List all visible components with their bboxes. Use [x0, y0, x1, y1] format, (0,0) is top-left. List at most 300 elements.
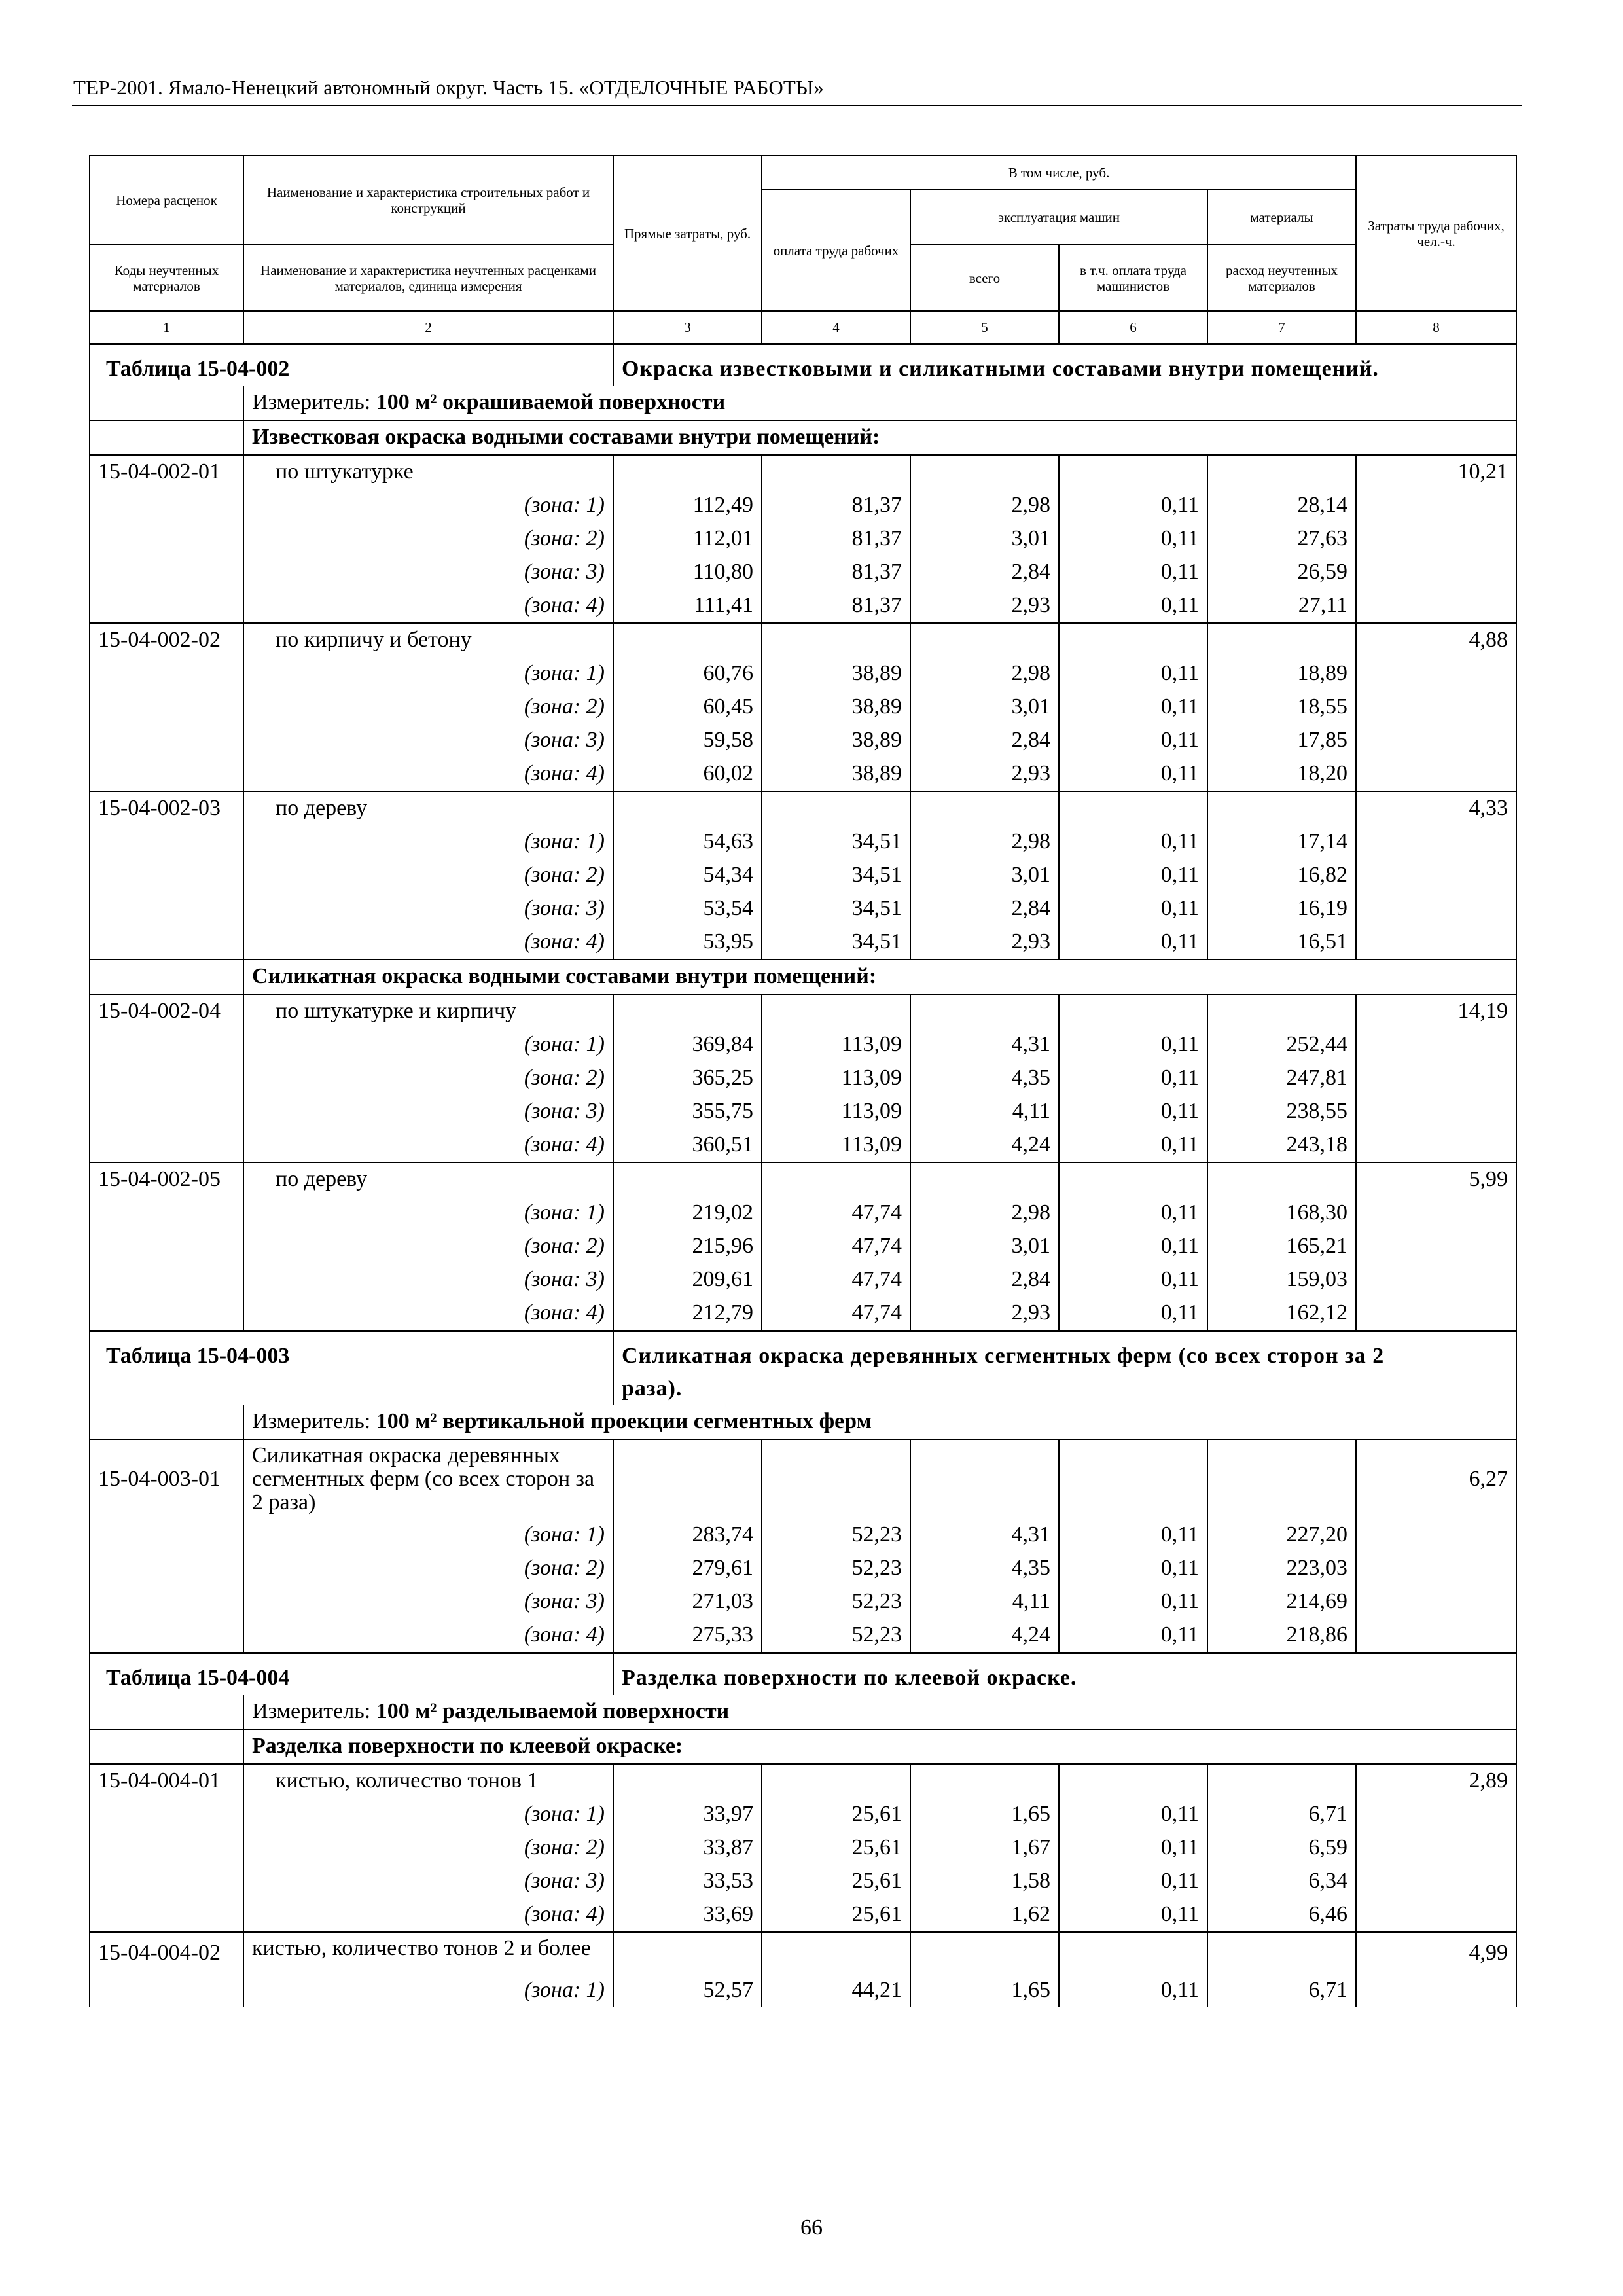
direct-cost: 215,96 — [613, 1230, 762, 1263]
code-spacer — [90, 1263, 243, 1297]
empty-cell — [1059, 791, 1207, 825]
empty-cell — [613, 1764, 762, 1798]
direct-cost: 112,01 — [613, 522, 762, 556]
machines-total: 2,84 — [910, 556, 1059, 589]
code-spacer — [90, 1095, 243, 1128]
section-title: Известковая окраска водными составами внутри помещений: — [243, 420, 1516, 455]
zone-label: (зона: 3) — [243, 1095, 613, 1128]
direct-cost: 369,84 — [613, 1028, 762, 1062]
machines-total: 1,62 — [910, 1898, 1059, 1932]
wages: 44,21 — [762, 1974, 910, 2007]
zone-row — [90, 1230, 1516, 1263]
zone-label: (зона: 4) — [243, 925, 613, 960]
zone-row — [90, 1196, 1516, 1230]
zone-row — [90, 1028, 1516, 1062]
materials-cost: 159,03 — [1207, 1263, 1356, 1297]
rate-code: 15-04-002-03 — [90, 791, 243, 825]
rate-code: 15-04-004-01 — [90, 1764, 243, 1798]
empty-cell — [762, 1764, 910, 1798]
machinist-wages: 0,11 — [1059, 1095, 1207, 1128]
machines-total: 1,67 — [910, 1831, 1059, 1865]
item-row — [90, 1439, 1516, 1518]
code-spacer — [90, 1585, 243, 1619]
labor-spacer — [1356, 1062, 1516, 1095]
code-spacer — [90, 825, 243, 859]
machinist-wages: 0,11 — [1059, 1898, 1207, 1932]
direct-cost: 33,87 — [613, 1831, 762, 1865]
col-code2-head: Коды неучтенных материалов — [90, 245, 243, 311]
empty-cell — [1059, 1162, 1207, 1196]
rate-name: по дереву — [243, 1162, 613, 1196]
materials-cost: 18,20 — [1207, 757, 1356, 791]
code-spacer — [90, 1297, 243, 1331]
labor-spacer — [1356, 1095, 1516, 1128]
wages: 113,09 — [762, 1062, 910, 1095]
materials-cost: 247,81 — [1207, 1062, 1356, 1095]
machinist-wages: 0,11 — [1059, 1619, 1207, 1653]
table-title-row — [90, 1653, 1516, 1695]
machines-total: 4,11 — [910, 1095, 1059, 1128]
machinist-wages: 0,11 — [1059, 1297, 1207, 1331]
machinist-wages: 0,11 — [1059, 691, 1207, 724]
col-mach-wages-head: в т.ч. оплата труда машинистов — [1059, 245, 1207, 311]
machines-total: 3,01 — [910, 859, 1059, 892]
machinist-wages: 0,11 — [1059, 825, 1207, 859]
direct-cost: 355,75 — [613, 1095, 762, 1128]
labor-spacer — [1356, 1518, 1516, 1552]
zone-row — [90, 1062, 1516, 1095]
table-number: Таблица 15-04-002 — [90, 344, 613, 386]
direct-cost: 54,34 — [613, 859, 762, 892]
machinist-wages: 0,11 — [1059, 589, 1207, 623]
item-row — [90, 455, 1516, 489]
rate-name: по дереву — [243, 791, 613, 825]
measure-row — [90, 1695, 1516, 1729]
machinist-wages: 0,11 — [1059, 1230, 1207, 1263]
empty-cell — [1059, 1764, 1207, 1798]
wages: 34,51 — [762, 825, 910, 859]
labor-cost: 2,89 — [1356, 1764, 1516, 1798]
machinist-wages: 0,11 — [1059, 522, 1207, 556]
materials-cost: 238,55 — [1207, 1095, 1356, 1128]
section-title: Разделка поверхности по клеевой окраске: — [243, 1729, 1516, 1764]
machines-total: 2,93 — [910, 589, 1059, 623]
zone-row — [90, 892, 1516, 925]
labor-spacer — [1356, 825, 1516, 859]
section-row — [90, 960, 1516, 994]
materials-cost: 223,03 — [1207, 1552, 1356, 1585]
empty-cell — [613, 791, 762, 825]
machinist-wages: 0,11 — [1059, 724, 1207, 757]
wages: 47,74 — [762, 1263, 910, 1297]
zone-label: (зона: 1) — [243, 1798, 613, 1831]
machines-total: 1,65 — [910, 1798, 1059, 1831]
machinist-wages: 0,11 — [1059, 925, 1207, 960]
zone-row — [90, 556, 1516, 589]
direct-cost: 283,74 — [613, 1518, 762, 1552]
machines-total: 3,01 — [910, 1230, 1059, 1263]
wages: 38,89 — [762, 757, 910, 791]
empty-cell — [1059, 455, 1207, 489]
table-description: Разделка поверхности по клеевой окраске. — [613, 1653, 1516, 1695]
wages: 113,09 — [762, 1128, 910, 1162]
zone-row — [90, 1518, 1516, 1552]
zone-row — [90, 522, 1516, 556]
code-spacer — [90, 522, 243, 556]
col-num-7: 7 — [1207, 311, 1356, 344]
item-row — [90, 1162, 1516, 1196]
labor-spacer — [1356, 522, 1516, 556]
labor-cost: 6,27 — [1356, 1439, 1516, 1518]
labor-cost: 10,21 — [1356, 455, 1516, 489]
col-direct-head: Прямые затраты, руб. — [613, 156, 762, 311]
empty-cell — [1207, 455, 1356, 489]
labor-spacer — [1356, 859, 1516, 892]
materials-cost: 18,55 — [1207, 691, 1356, 724]
zone-row — [90, 724, 1516, 757]
zone-row — [90, 1865, 1516, 1898]
code-spacer — [90, 1062, 243, 1095]
machinist-wages: 0,11 — [1059, 1128, 1207, 1162]
empty-cell — [613, 1439, 762, 1518]
materials-cost: 6,71 — [1207, 1798, 1356, 1831]
machines-total: 3,01 — [910, 691, 1059, 724]
empty-cell — [910, 1932, 1059, 1974]
machinist-wages: 0,11 — [1059, 892, 1207, 925]
direct-cost: 112,49 — [613, 489, 762, 522]
machinist-wages: 0,11 — [1059, 1196, 1207, 1230]
labor-spacer — [1356, 657, 1516, 691]
col-wages-head: оплата труда рабочих — [762, 190, 910, 311]
wages: 25,61 — [762, 1898, 910, 1932]
machines-total: 2,98 — [910, 1196, 1059, 1230]
zone-label: (зона: 1) — [243, 1196, 613, 1230]
wages: 38,89 — [762, 724, 910, 757]
machines-total: 2,84 — [910, 1263, 1059, 1297]
machinist-wages: 0,11 — [1059, 1865, 1207, 1898]
direct-cost: 271,03 — [613, 1585, 762, 1619]
labor-spacer — [1356, 1865, 1516, 1898]
col-num-6: 6 — [1059, 311, 1207, 344]
empty-cell — [910, 994, 1059, 1028]
zone-row — [90, 825, 1516, 859]
code-spacer — [90, 1898, 243, 1932]
wages: 34,51 — [762, 892, 910, 925]
direct-cost: 209,61 — [613, 1263, 762, 1297]
direct-cost: 110,80 — [613, 556, 762, 589]
rate-code: 15-04-002-05 — [90, 1162, 243, 1196]
materials-cost: 27,63 — [1207, 522, 1356, 556]
table-title-row — [90, 1331, 1516, 1405]
code-spacer — [90, 1552, 243, 1585]
materials-cost: 6,71 — [1207, 1974, 1356, 2007]
empty-cell — [1207, 623, 1356, 657]
code-spacer — [90, 1831, 243, 1865]
zone-label: (зона: 1) — [243, 1974, 613, 2007]
direct-cost: 53,95 — [613, 925, 762, 960]
materials-cost: 227,20 — [1207, 1518, 1356, 1552]
header-rule — [72, 105, 1522, 106]
wages: 81,37 — [762, 522, 910, 556]
code-spacer — [90, 724, 243, 757]
labor-cost: 4,33 — [1356, 791, 1516, 825]
zone-label: (зона: 2) — [243, 1831, 613, 1865]
labor-cost: 4,88 — [1356, 623, 1516, 657]
materials-cost: 6,46 — [1207, 1898, 1356, 1932]
empty-cell — [762, 623, 910, 657]
direct-cost: 60,45 — [613, 691, 762, 724]
measure-row — [90, 1405, 1516, 1439]
machines-total: 4,35 — [910, 1552, 1059, 1585]
page-number: 66 — [800, 2215, 823, 2240]
machines-total: 4,31 — [910, 1518, 1059, 1552]
zone-row — [90, 489, 1516, 522]
code-spacer — [90, 1196, 243, 1230]
wages: 38,89 — [762, 657, 910, 691]
code-spacer — [90, 1230, 243, 1263]
code-spacer — [90, 691, 243, 724]
empty-cell — [1207, 994, 1356, 1028]
measure-cell — [243, 386, 1516, 420]
machines-total: 2,84 — [910, 892, 1059, 925]
machinist-wages: 0,11 — [1059, 1974, 1207, 2007]
measure-label: Измеритель: — [252, 1409, 371, 1433]
machines-total: 2,93 — [910, 925, 1059, 960]
empty-cell — [1207, 1439, 1356, 1518]
col-code-head: Номера расценок — [90, 156, 243, 245]
labor-spacer — [1356, 1196, 1516, 1230]
measure-unit: 100 м² окрашиваемой поверхности — [376, 390, 726, 414]
zone-label: (зона: 3) — [243, 892, 613, 925]
machinist-wages: 0,11 — [1059, 556, 1207, 589]
zone-label: (зона: 2) — [243, 1230, 613, 1263]
zone-row — [90, 1585, 1516, 1619]
labor-spacer — [1356, 489, 1516, 522]
machinist-wages: 0,11 — [1059, 657, 1207, 691]
code-spacer — [90, 589, 243, 623]
wages: 34,51 — [762, 859, 910, 892]
labor-spacer — [1356, 1974, 1516, 2007]
zone-row — [90, 1974, 1516, 2007]
measure-spacer — [90, 386, 243, 420]
zone-label: (зона: 2) — [243, 1062, 613, 1095]
labor-cost: 4,99 — [1356, 1932, 1516, 1974]
measure-row — [90, 386, 1516, 420]
machines-total: 2,93 — [910, 757, 1059, 791]
table-title-row — [90, 344, 1516, 386]
code-spacer — [90, 757, 243, 791]
zone-row — [90, 1798, 1516, 1831]
item-row — [90, 623, 1516, 657]
machines-total: 4,35 — [910, 1062, 1059, 1095]
table-header — [90, 156, 1516, 344]
machines-total: 1,65 — [910, 1974, 1059, 2007]
zone-row — [90, 925, 1516, 960]
zone-row — [90, 1128, 1516, 1162]
machinist-wages: 0,11 — [1059, 1062, 1207, 1095]
zone-label: (зона: 2) — [243, 522, 613, 556]
rate-code: 15-04-002-04 — [90, 994, 243, 1028]
labor-spacer — [1356, 556, 1516, 589]
machines-total: 4,31 — [910, 1028, 1059, 1062]
wages: 52,23 — [762, 1518, 910, 1552]
measure-cell — [243, 1405, 1516, 1439]
machines-total: 4,24 — [910, 1619, 1059, 1653]
rate-name: по штукатурке и кирпичу — [243, 994, 613, 1028]
zone-label: (зона: 1) — [243, 1028, 613, 1062]
materials-cost: 243,18 — [1207, 1128, 1356, 1162]
zone-label: (зона: 3) — [243, 1865, 613, 1898]
zone-row — [90, 1898, 1516, 1932]
materials-cost: 28,14 — [1207, 489, 1356, 522]
labor-spacer — [1356, 1552, 1516, 1585]
machinist-wages: 0,11 — [1059, 1585, 1207, 1619]
wages: 52,23 — [762, 1552, 910, 1585]
empty-cell — [1059, 1439, 1207, 1518]
direct-cost: 33,53 — [613, 1865, 762, 1898]
materials-cost: 6,59 — [1207, 1831, 1356, 1865]
section-row — [90, 420, 1516, 455]
empty-cell — [910, 1764, 1059, 1798]
wages: 47,74 — [762, 1196, 910, 1230]
section-row — [90, 1729, 1516, 1764]
machines-total: 2,84 — [910, 724, 1059, 757]
measure-unit: 100 м² вертикальной проекции сегментных ферм — [376, 1409, 872, 1433]
empty-cell — [613, 1932, 762, 1974]
labor-spacer — [1356, 1263, 1516, 1297]
item-row — [90, 1932, 1516, 1974]
zone-label: (зона: 4) — [243, 757, 613, 791]
zone-label: (зона: 1) — [243, 825, 613, 859]
wages: 47,74 — [762, 1297, 910, 1331]
zone-label: (зона: 1) — [243, 489, 613, 522]
direct-cost: 59,58 — [613, 724, 762, 757]
empty-cell — [762, 1162, 910, 1196]
code-spacer — [90, 859, 243, 892]
direct-cost: 60,02 — [613, 757, 762, 791]
zone-row — [90, 1552, 1516, 1585]
col-incl-head: В том числе, руб. — [762, 156, 1356, 190]
measure-cell — [243, 1695, 1516, 1729]
zone-label: (зона: 2) — [243, 1552, 613, 1585]
empty-cell — [1059, 994, 1207, 1028]
labor-spacer — [1356, 892, 1516, 925]
direct-cost: 33,69 — [613, 1898, 762, 1932]
zone-label: (зона: 4) — [243, 1128, 613, 1162]
item-row — [90, 994, 1516, 1028]
machinist-wages: 0,11 — [1059, 1028, 1207, 1062]
measure-label: Измеритель: — [252, 1699, 371, 1723]
section-spacer — [90, 420, 243, 455]
wages: 81,37 — [762, 589, 910, 623]
empty-cell — [613, 623, 762, 657]
zone-row — [90, 589, 1516, 623]
code-spacer — [90, 657, 243, 691]
machinist-wages: 0,11 — [1059, 1552, 1207, 1585]
wages: 47,74 — [762, 1230, 910, 1263]
col-num-2: 2 — [243, 311, 613, 344]
direct-cost: 365,25 — [613, 1062, 762, 1095]
empty-cell — [1207, 791, 1356, 825]
zone-row — [90, 757, 1516, 791]
empty-cell — [1059, 623, 1207, 657]
labor-spacer — [1356, 1831, 1516, 1865]
materials-cost: 252,44 — [1207, 1028, 1356, 1062]
col-mach-total-head: всего — [910, 245, 1059, 311]
direct-cost: 60,76 — [613, 657, 762, 691]
machines-total: 2,98 — [910, 489, 1059, 522]
zone-label: (зона: 4) — [243, 589, 613, 623]
direct-cost: 54,63 — [613, 825, 762, 859]
wages: 38,89 — [762, 691, 910, 724]
empty-cell — [613, 994, 762, 1028]
materials-cost: 16,51 — [1207, 925, 1356, 960]
machinist-wages: 0,11 — [1059, 1263, 1207, 1297]
direct-cost: 33,97 — [613, 1798, 762, 1831]
rate-code: 15-04-004-02 — [90, 1932, 243, 1974]
direct-cost: 275,33 — [613, 1619, 762, 1653]
zone-row — [90, 1297, 1516, 1331]
code-spacer — [90, 1028, 243, 1062]
measure-spacer — [90, 1405, 243, 1439]
zone-row — [90, 1263, 1516, 1297]
price-table — [89, 155, 1517, 2007]
col-machines-head: эксплуатация машин — [910, 190, 1207, 245]
code-spacer — [90, 892, 243, 925]
zone-label: (зона: 2) — [243, 859, 613, 892]
zone-row — [90, 691, 1516, 724]
machinist-wages: 0,11 — [1059, 1831, 1207, 1865]
machines-total: 2,93 — [910, 1297, 1059, 1331]
materials-cost: 17,14 — [1207, 825, 1356, 859]
code-spacer — [90, 1518, 243, 1552]
machinist-wages: 0,11 — [1059, 1798, 1207, 1831]
wages: 81,37 — [762, 556, 910, 589]
table-body — [90, 344, 1516, 2007]
direct-cost: 279,61 — [613, 1552, 762, 1585]
col-num-4: 4 — [762, 311, 910, 344]
empty-cell — [762, 994, 910, 1028]
code-spacer — [90, 489, 243, 522]
empty-cell — [1207, 1932, 1356, 1974]
direct-cost: 111,41 — [613, 589, 762, 623]
direct-cost: 219,02 — [613, 1196, 762, 1230]
machines-total: 4,11 — [910, 1585, 1059, 1619]
zone-row — [90, 1831, 1516, 1865]
code-spacer — [90, 925, 243, 960]
labor-spacer — [1356, 1128, 1516, 1162]
section-spacer — [90, 1729, 243, 1764]
zone-label: (зона: 3) — [243, 1263, 613, 1297]
code-spacer — [90, 1798, 243, 1831]
machines-total: 1,58 — [910, 1865, 1059, 1898]
wages: 81,37 — [762, 489, 910, 522]
materials-cost: 17,85 — [1207, 724, 1356, 757]
direct-cost: 212,79 — [613, 1297, 762, 1331]
machinist-wages: 0,11 — [1059, 859, 1207, 892]
labor-spacer — [1356, 925, 1516, 960]
empty-cell — [762, 1932, 910, 1974]
code-spacer — [90, 1865, 243, 1898]
empty-cell — [762, 455, 910, 489]
labor-spacer — [1356, 1798, 1516, 1831]
rate-code: 15-04-002-01 — [90, 455, 243, 489]
col-name-head: Наименование и характеристика строительных работ и конструкций — [243, 156, 613, 245]
labor-spacer — [1356, 1585, 1516, 1619]
empty-cell — [910, 623, 1059, 657]
code-spacer — [90, 1128, 243, 1162]
measure-spacer — [90, 1695, 243, 1729]
